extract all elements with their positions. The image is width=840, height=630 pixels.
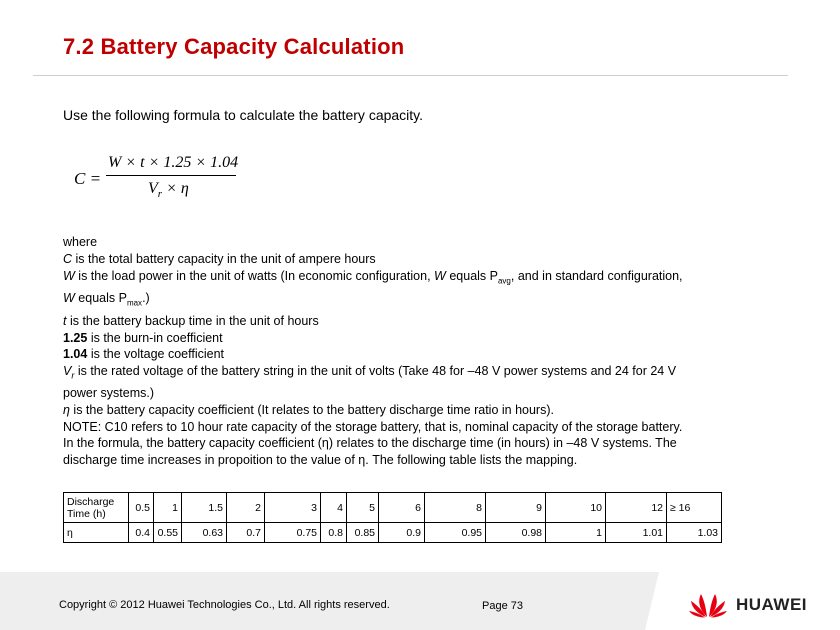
title-divider: [33, 75, 788, 76]
page-number: Page 73: [482, 600, 523, 612]
def-w: [63, 268, 775, 290]
table-cell: 0.5: [129, 493, 154, 523]
capacity-formula: [60, 150, 280, 210]
def-w-cont: [63, 290, 775, 312]
table-cell: 1.03: [667, 523, 722, 543]
huawei-wordmark: HUAWEI: [736, 595, 807, 614]
def-eta-sym: η: [63, 402, 70, 417]
note-line: discharge time increases in propoition to the value of η. The following table lists the mapping.: [63, 453, 578, 468]
def-c: [63, 251, 775, 268]
def-eta: [63, 402, 775, 419]
formula-den-rest: × η: [162, 180, 189, 197]
table-cell: 0.85: [347, 523, 379, 543]
formula-den-sub: r: [157, 188, 163, 201]
def-w-sub2: max: [126, 298, 143, 308]
def-w-text5: .): [142, 291, 150, 306]
def-w-sym3: W: [63, 291, 75, 306]
table-cell: 1.5: [182, 493, 227, 523]
def-t-text: is the battery backup time in the unit of hours: [66, 313, 319, 328]
def-w-text2: equals P: [445, 268, 498, 283]
table-cell: 5: [347, 493, 379, 523]
logo-petals: [689, 594, 727, 618]
def-volt-sym: 1.04: [63, 347, 88, 362]
table-header-cell: Discharge Time (h): [64, 493, 129, 523]
def-vr-sym: V: [63, 364, 72, 379]
def-volt-text: is the voltage coefficient: [87, 347, 225, 362]
table-header-cell: η: [64, 523, 129, 543]
fraction-bar: [106, 175, 236, 176]
def-w-sym: W: [63, 268, 75, 283]
table-cell: 0.4: [129, 523, 154, 543]
def-t-sym: t: [63, 313, 67, 328]
table-cell: 1.01: [606, 523, 667, 543]
formula-den-v: V: [148, 180, 158, 197]
def-t: [63, 313, 775, 330]
def-w-sym2: W: [434, 268, 446, 283]
def-c-sym: C: [63, 251, 73, 266]
note-line: In the formula, the battery capacity coefficient (η) relates to the discharge time (in hours) in –48 V systems. The: [63, 436, 677, 451]
def-w-sub1: avg: [497, 276, 511, 286]
table-cell: 0.95: [425, 523, 486, 543]
table-cell: 2: [227, 493, 265, 523]
table-cell: 0.98: [486, 523, 546, 543]
table-row: [64, 493, 722, 523]
table-cell: 0.8: [321, 523, 347, 543]
table-row: [64, 523, 722, 543]
table-cell: 0.9: [379, 523, 425, 543]
huawei-logo-icon: [688, 588, 728, 618]
def-c-text: is the total battery capacity in the unit of ampere hours: [72, 251, 376, 266]
table-cell: 8: [425, 493, 486, 523]
def-w-text3: , and in standard configuration,: [510, 268, 683, 283]
def-vr-text: is the rated voltage of the battery string in the unit of volts (Take 48 for –48 V power systems and 24 for 24 V: [74, 364, 677, 379]
def-w-text4: equals P: [74, 291, 127, 306]
discharge-eta-table: [63, 492, 722, 543]
table-cell: 0.75: [265, 523, 321, 543]
slide-title: 7.2 Battery Capacity Calculation: [63, 34, 405, 59]
def-volt: [63, 346, 775, 363]
def-w-text1: is the load power in the unit of watts (In economic configuration,: [74, 268, 435, 283]
table-cell: 10: [546, 493, 606, 523]
def-burn-text: is the burn-in coefficient: [87, 330, 223, 345]
note-line: NOTE: C10 refers to 10 hour rate capacity of the storage battery, that is, nominal capacity of the storage battery.: [63, 419, 683, 434]
intro-text: Use the following formula to calculate the battery capacity.: [63, 107, 424, 123]
def-burn-sym: 1.25: [63, 330, 88, 345]
table-cell: 4: [321, 493, 347, 523]
def-vr-sub: r: [71, 370, 75, 381]
table-cell: 0.55: [154, 523, 182, 543]
def-vr-cont: power systems.): [63, 385, 154, 400]
table-cell: 1: [154, 493, 182, 523]
copyright-text: Copyright © 2012 Huawei Technologies Co., Ltd. All rights reserved.: [59, 599, 390, 611]
table-cell: 3: [265, 493, 321, 523]
table-cell: 0.7: [227, 523, 265, 543]
formula-denominator: [148, 180, 189, 200]
table-cell: 12: [606, 493, 667, 523]
formula-numerator: W × t × 1.25 × 1.04: [108, 154, 239, 171]
formula-lhs: C =: [74, 169, 102, 188]
def-burn: [63, 330, 775, 347]
table-cell: 6: [379, 493, 425, 523]
table-cell: 0.63: [182, 523, 227, 543]
where-label: where: [63, 235, 98, 249]
table-cell: 9: [486, 493, 546, 523]
def-vr: [63, 363, 775, 384]
definitions-block: [63, 234, 775, 469]
table-cell: ≥ 16: [667, 493, 722, 523]
def-eta-text: is the battery capacity coefficient (It relates to the battery discharge time ratio in hours).: [69, 402, 554, 417]
table-cell: 1: [546, 523, 606, 543]
